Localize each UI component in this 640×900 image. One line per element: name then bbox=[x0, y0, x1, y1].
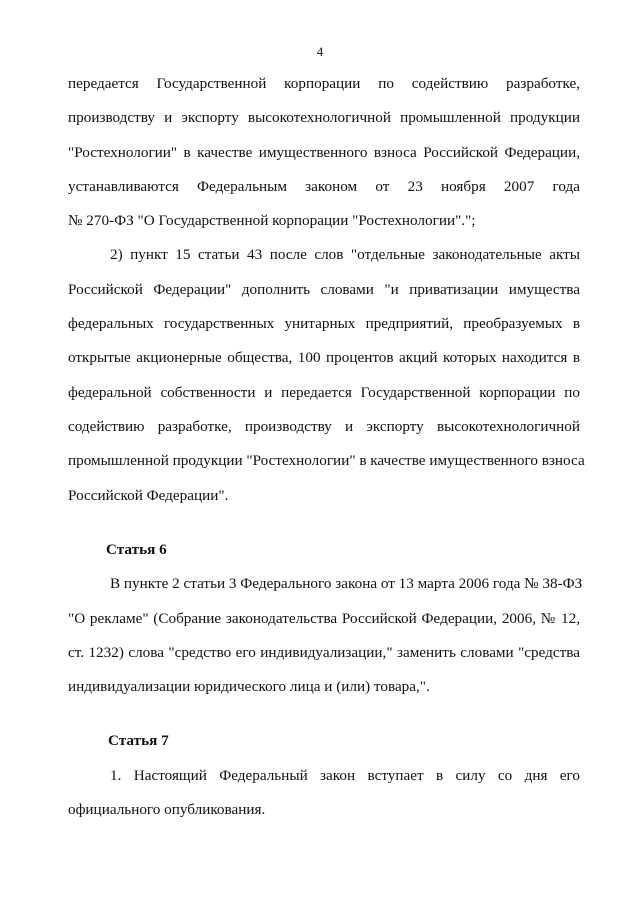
text-line: промышленной продукции "Ростехнологии" в качестве имущественного взноса bbox=[68, 452, 585, 469]
text-line: 1. Настоящий Федеральный закон вступает в силу со дня его bbox=[110, 767, 580, 784]
text-line: № 270-ФЗ "О Государственной корпорации "Ростехнологии"."; bbox=[68, 212, 476, 229]
text-line: В пункте 2 статьи 3 Федерального закона от 13 марта 2006 года № 38-ФЗ bbox=[110, 575, 583, 592]
text-line: передается Государственной корпорации по содействию разработке, bbox=[68, 75, 580, 92]
text-line: Российской Федерации". bbox=[68, 487, 229, 504]
text-line: содействию разработке, производству и экспорту высокотехнологичной bbox=[68, 418, 580, 435]
text-line: индивидуализации юридического лица и (или) товара,". bbox=[68, 678, 430, 695]
text-line: федеральных государственных унитарных предприятий, преобразуемых в bbox=[68, 315, 580, 332]
text-line: производству и экспорту высокотехнологичной промышленной продукции bbox=[68, 109, 580, 126]
text-line: официального опубликования. bbox=[68, 801, 266, 818]
text-line: "Ростехнологии" в качестве имущественного взноса Российской Федерации, bbox=[68, 144, 580, 161]
text-line: устанавливаются Федеральным законом от 23 ноября 2007 года bbox=[68, 178, 580, 195]
article-7-heading: Статья 7 bbox=[108, 732, 169, 749]
text-line: открытые акционерные общества, 100 процентов акций которых находится в bbox=[68, 349, 580, 366]
text-line: ст. 1232) слова "средство его индивидуализации," заменить словами "средства bbox=[68, 644, 580, 661]
text-line: федеральной собственности и передается Государственной корпорации по bbox=[68, 384, 580, 401]
page-number: 4 bbox=[316, 44, 324, 59]
text-line: "О рекламе" (Собрание законодательства Российской Федерации, 2006, № 12, bbox=[68, 610, 580, 627]
article-6-heading: Статья 6 bbox=[106, 541, 167, 558]
text-line: Российской Федерации" дополнить словами "и приватизации имущества bbox=[68, 281, 580, 298]
text-line: 2) пункт 15 статьи 43 после слов "отдельные законодательные акты bbox=[110, 246, 580, 263]
